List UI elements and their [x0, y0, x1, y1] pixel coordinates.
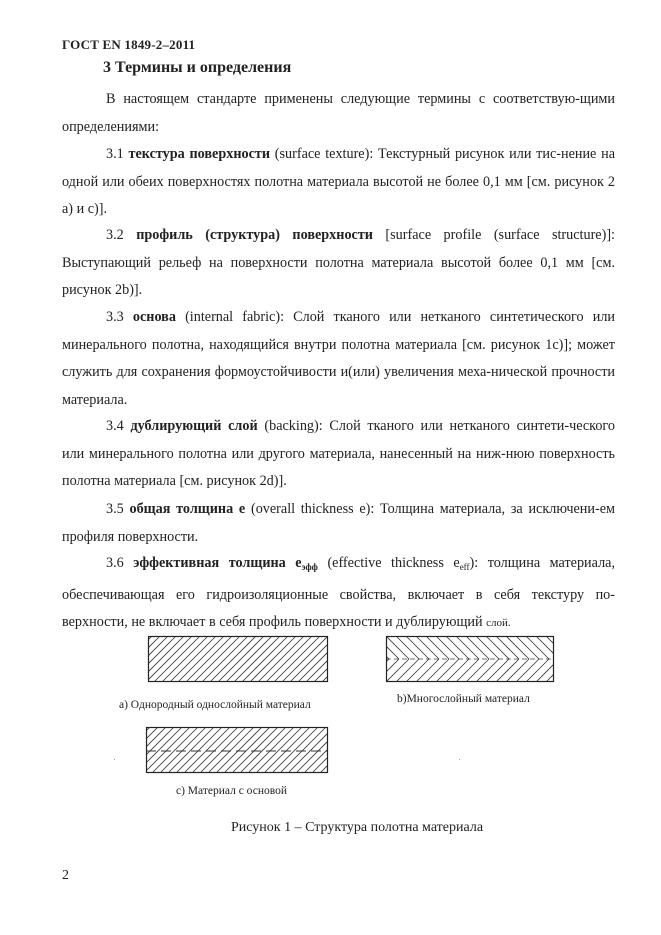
herringbone-line	[526, 636, 549, 659]
herringbone-line	[436, 659, 459, 682]
term-number: 3.5	[106, 501, 124, 517]
term-name: эффективная толщина e	[133, 555, 302, 571]
intro-paragraph: В настоящем стандарте применены следующие термины с соответствую-щими определениями:	[62, 91, 615, 135]
hatch-line	[96, 727, 142, 773]
herringbone-line	[516, 636, 539, 659]
herringbone-line	[456, 659, 479, 682]
herringbone-line	[516, 659, 539, 682]
term-3-6	[62, 550, 615, 638]
herringbone-line	[486, 636, 509, 659]
hatch-line	[98, 636, 144, 682]
herringbone-line	[466, 636, 489, 659]
hatch-line	[352, 727, 398, 773]
term-3-3	[62, 304, 615, 414]
herringbone-line	[496, 636, 519, 659]
term-definition: [surface profile (surface structure)]: Выступающий рельеф на поверхности полотна материала высотой более 0,1 мм [см. рисунок 2b)].	[62, 227, 615, 298]
herringbone-line	[396, 659, 419, 682]
herringbone-line	[376, 659, 399, 682]
hatch-line	[384, 727, 430, 773]
term-subscript: эфф	[301, 562, 318, 572]
herringbone-line	[376, 636, 399, 659]
term-3-1	[62, 141, 615, 224]
term-definition: (backing): Слой тканого или нетканого синтети-ческого или минерального полотна или другого материала, нанесенный на ниж-нюю поверхность полотна материала [см. рисунок 2d)].	[62, 418, 615, 489]
hatch-line	[360, 727, 406, 773]
herringbone-line	[426, 636, 449, 659]
figure-b-caption: b)Многослойный материал	[397, 693, 530, 705]
hatch-line	[328, 727, 374, 773]
term-english-open: (effective thickness e	[317, 555, 460, 571]
herringbone-line	[416, 636, 439, 659]
term-last-word: слой.	[486, 617, 511, 629]
herringbone-line	[526, 659, 549, 682]
figure-title: Рисунок 1 – Структура полотна материала	[231, 820, 484, 835]
figure-c-diagram	[146, 727, 328, 773]
herringbone-line	[426, 659, 449, 682]
figure-a-caption: а) Однородный однослойный материал	[119, 699, 311, 711]
scan-speck	[459, 759, 460, 760]
document-header: ГОСТ EN 1849-2–2011	[62, 37, 196, 52]
section-title: 3 Термины и определения	[103, 59, 292, 76]
term-name: дублирующий слой	[130, 418, 258, 434]
hatch-line	[322, 636, 368, 682]
term-3-4	[62, 413, 615, 496]
page-number: 2	[62, 868, 69, 883]
term-number: 3.1	[106, 146, 124, 162]
herringbone-line	[366, 659, 389, 682]
herringbone-line	[556, 636, 579, 659]
hatch-line	[368, 727, 414, 773]
herringbone-line	[556, 659, 579, 682]
term-definition: (surface texture): Текстурный рисунок или тис-нение на одной или обеих поверхностях полотна материала высотой не более 0,1 мм [см. рисунок 2 а) и с)].	[62, 146, 615, 217]
term-number: 3.6	[106, 555, 124, 571]
herringbone-line	[536, 636, 559, 659]
figure-c-outline	[147, 728, 328, 773]
hatch-line	[344, 727, 390, 773]
hatch-line	[330, 636, 376, 682]
herringbone-line	[466, 659, 489, 682]
hatch-line	[106, 636, 152, 682]
herringbone-line	[386, 659, 409, 682]
herringbone-line	[486, 659, 509, 682]
hatch-line	[338, 636, 384, 682]
term-number: 3.3	[106, 309, 124, 325]
term-number: 3.4	[106, 418, 124, 434]
term-number: 3.2	[106, 227, 124, 243]
herringbone-line	[396, 636, 419, 659]
herringbone-line	[506, 659, 529, 682]
term-name: текстура поверхности	[128, 146, 271, 162]
herringbone-line	[436, 636, 459, 659]
herringbone-line	[496, 659, 519, 682]
herringbone-line	[476, 636, 499, 659]
term-definition: (internal fabric): Слой тканого или нетканого синтетического или минерального полотна, находящийся внутри полотна материала [см. рисунок 1с)]; может служить для сохранения формоустойчивости и(или) увеличения меха-нической прочности материала.	[62, 309, 615, 408]
herringbone-line	[506, 636, 529, 659]
scan-speck	[114, 759, 115, 760]
term-definition: ): толщина материала, обеспечивающая его гидроизоляционные свойства, включает в себя текстуру по-верхности, не включает в себя профиль поверхности и дублирующий	[62, 555, 615, 630]
herringbone-line	[446, 636, 469, 659]
figure-b-diagram	[386, 636, 554, 682]
herringbone-line	[386, 636, 409, 659]
herringbone-line	[366, 636, 389, 659]
figure-a-outline	[149, 637, 328, 682]
term-definition: (overall thickness e): Толщина материала, за исключени-ем профиля поверхности.	[62, 501, 615, 545]
herringbone-line	[566, 636, 589, 659]
herringbone-line	[536, 659, 559, 682]
hatch-line	[336, 727, 382, 773]
herringbone-line	[546, 659, 569, 682]
herringbone-line	[446, 659, 469, 682]
term-3-5	[62, 496, 615, 551]
term-name: основа	[132, 309, 176, 325]
hatch-line	[376, 727, 422, 773]
herringbone-line	[406, 659, 429, 682]
figure-c-caption: с) Материал с основой	[176, 785, 287, 797]
herringbone-line	[546, 636, 569, 659]
herringbone-line	[456, 636, 479, 659]
hatch-line	[104, 727, 150, 773]
english-subscript: eff	[459, 562, 470, 572]
figure-a-diagram	[148, 636, 328, 682]
herringbone-line	[566, 659, 589, 682]
herringbone-line	[476, 659, 499, 682]
term-name: общая толщина e	[129, 501, 246, 517]
term-3-2	[62, 222, 615, 305]
herringbone-line	[416, 659, 439, 682]
herringbone-line	[406, 636, 429, 659]
term-name: профиль (структура) поверхности	[136, 227, 373, 243]
